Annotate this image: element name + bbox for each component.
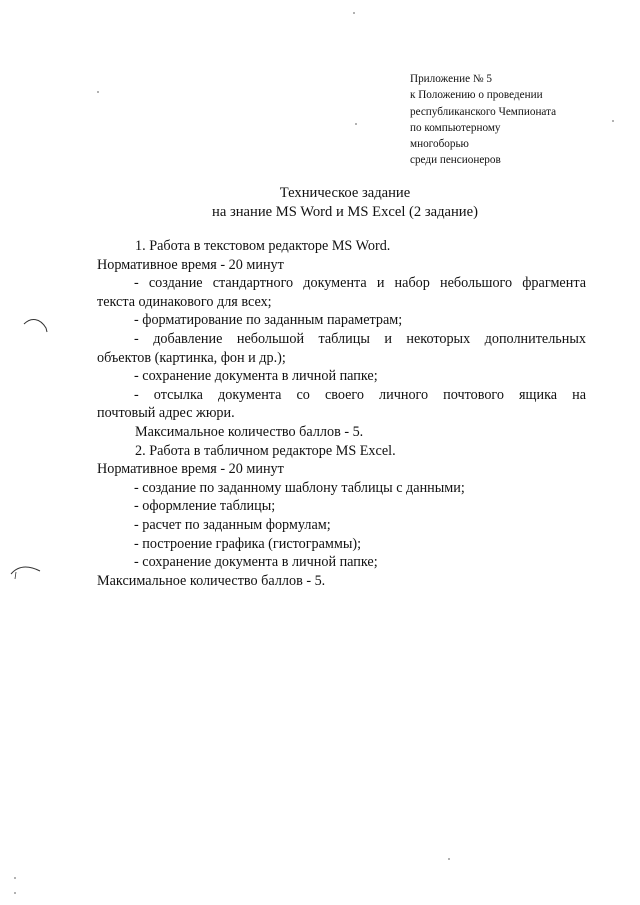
section1-item5-line2: почтовый адрес жюри. bbox=[97, 405, 235, 422]
scan-speck bbox=[612, 120, 614, 122]
scan-speck bbox=[97, 91, 99, 93]
section1-heading: 1. Работа в текстовом редакторе MS Word. bbox=[135, 238, 391, 254]
appendix-line: республиканского Чемпионата bbox=[410, 105, 557, 118]
appendix-line: к Положению о проведении bbox=[410, 89, 543, 102]
section2-time: Нормативное время - 20 минут bbox=[97, 461, 284, 478]
section1-item1-line1: - создание стандартного документа и набор небольшого фрагмента bbox=[134, 275, 586, 292]
appendix-line: многоборью bbox=[410, 138, 469, 151]
section2-item1: - создание по заданному шаблону таблицы с данными; bbox=[134, 479, 465, 496]
scan-speck bbox=[355, 123, 357, 125]
section1-item4: - сохранение документа в личной папке; bbox=[134, 368, 378, 385]
binder-hole-mark bbox=[22, 316, 50, 344]
section2-item4: - построение графика (гистограммы); bbox=[134, 535, 362, 552]
scan-speck bbox=[14, 877, 16, 879]
appendix-line: среди пенсионеров bbox=[410, 154, 501, 167]
binder-hole-mark bbox=[8, 560, 44, 582]
section2-max-score: Максимальное количество баллов - 5. bbox=[97, 572, 326, 589]
section1-item1-line2: текста одинакового для всех; bbox=[97, 293, 272, 310]
section1-item3-line1: - добавление небольшой таблицы и некоторых дополнительных bbox=[134, 330, 586, 347]
section1-max-score: Максимальное количество баллов - 5. bbox=[135, 423, 364, 440]
appendix-line: Приложение № 5 bbox=[410, 73, 492, 85]
document-title: Техническое задание bbox=[279, 185, 411, 201]
section1-time: Нормативное время - 20 минут bbox=[97, 256, 284, 273]
document-subtitle: на знание MS Word и MS Excel (2 задание) bbox=[212, 204, 478, 220]
section1-item5-line1: - отсылка документа со своего личного почтового ящика на bbox=[134, 386, 586, 403]
section2-item5: - сохранение документа в личной папке; bbox=[134, 554, 378, 571]
section2-item2: - оформление таблицы; bbox=[134, 498, 276, 515]
scan-speck bbox=[14, 892, 16, 894]
appendix-note bbox=[410, 71, 620, 169]
document-body bbox=[97, 237, 586, 590]
scan-speck bbox=[353, 12, 355, 14]
appendix-line: по компьютерному bbox=[410, 121, 501, 134]
section2-item3: - расчет по заданным формулам; bbox=[134, 516, 331, 533]
section1-item3-line2: объектов (картинка, фон и др.); bbox=[97, 349, 286, 366]
section2-heading: 2. Работа в табличном редакторе MS Excel. bbox=[135, 442, 396, 459]
scan-speck bbox=[448, 858, 450, 860]
section1-item2: - форматирование по заданным параметрам; bbox=[134, 312, 403, 329]
